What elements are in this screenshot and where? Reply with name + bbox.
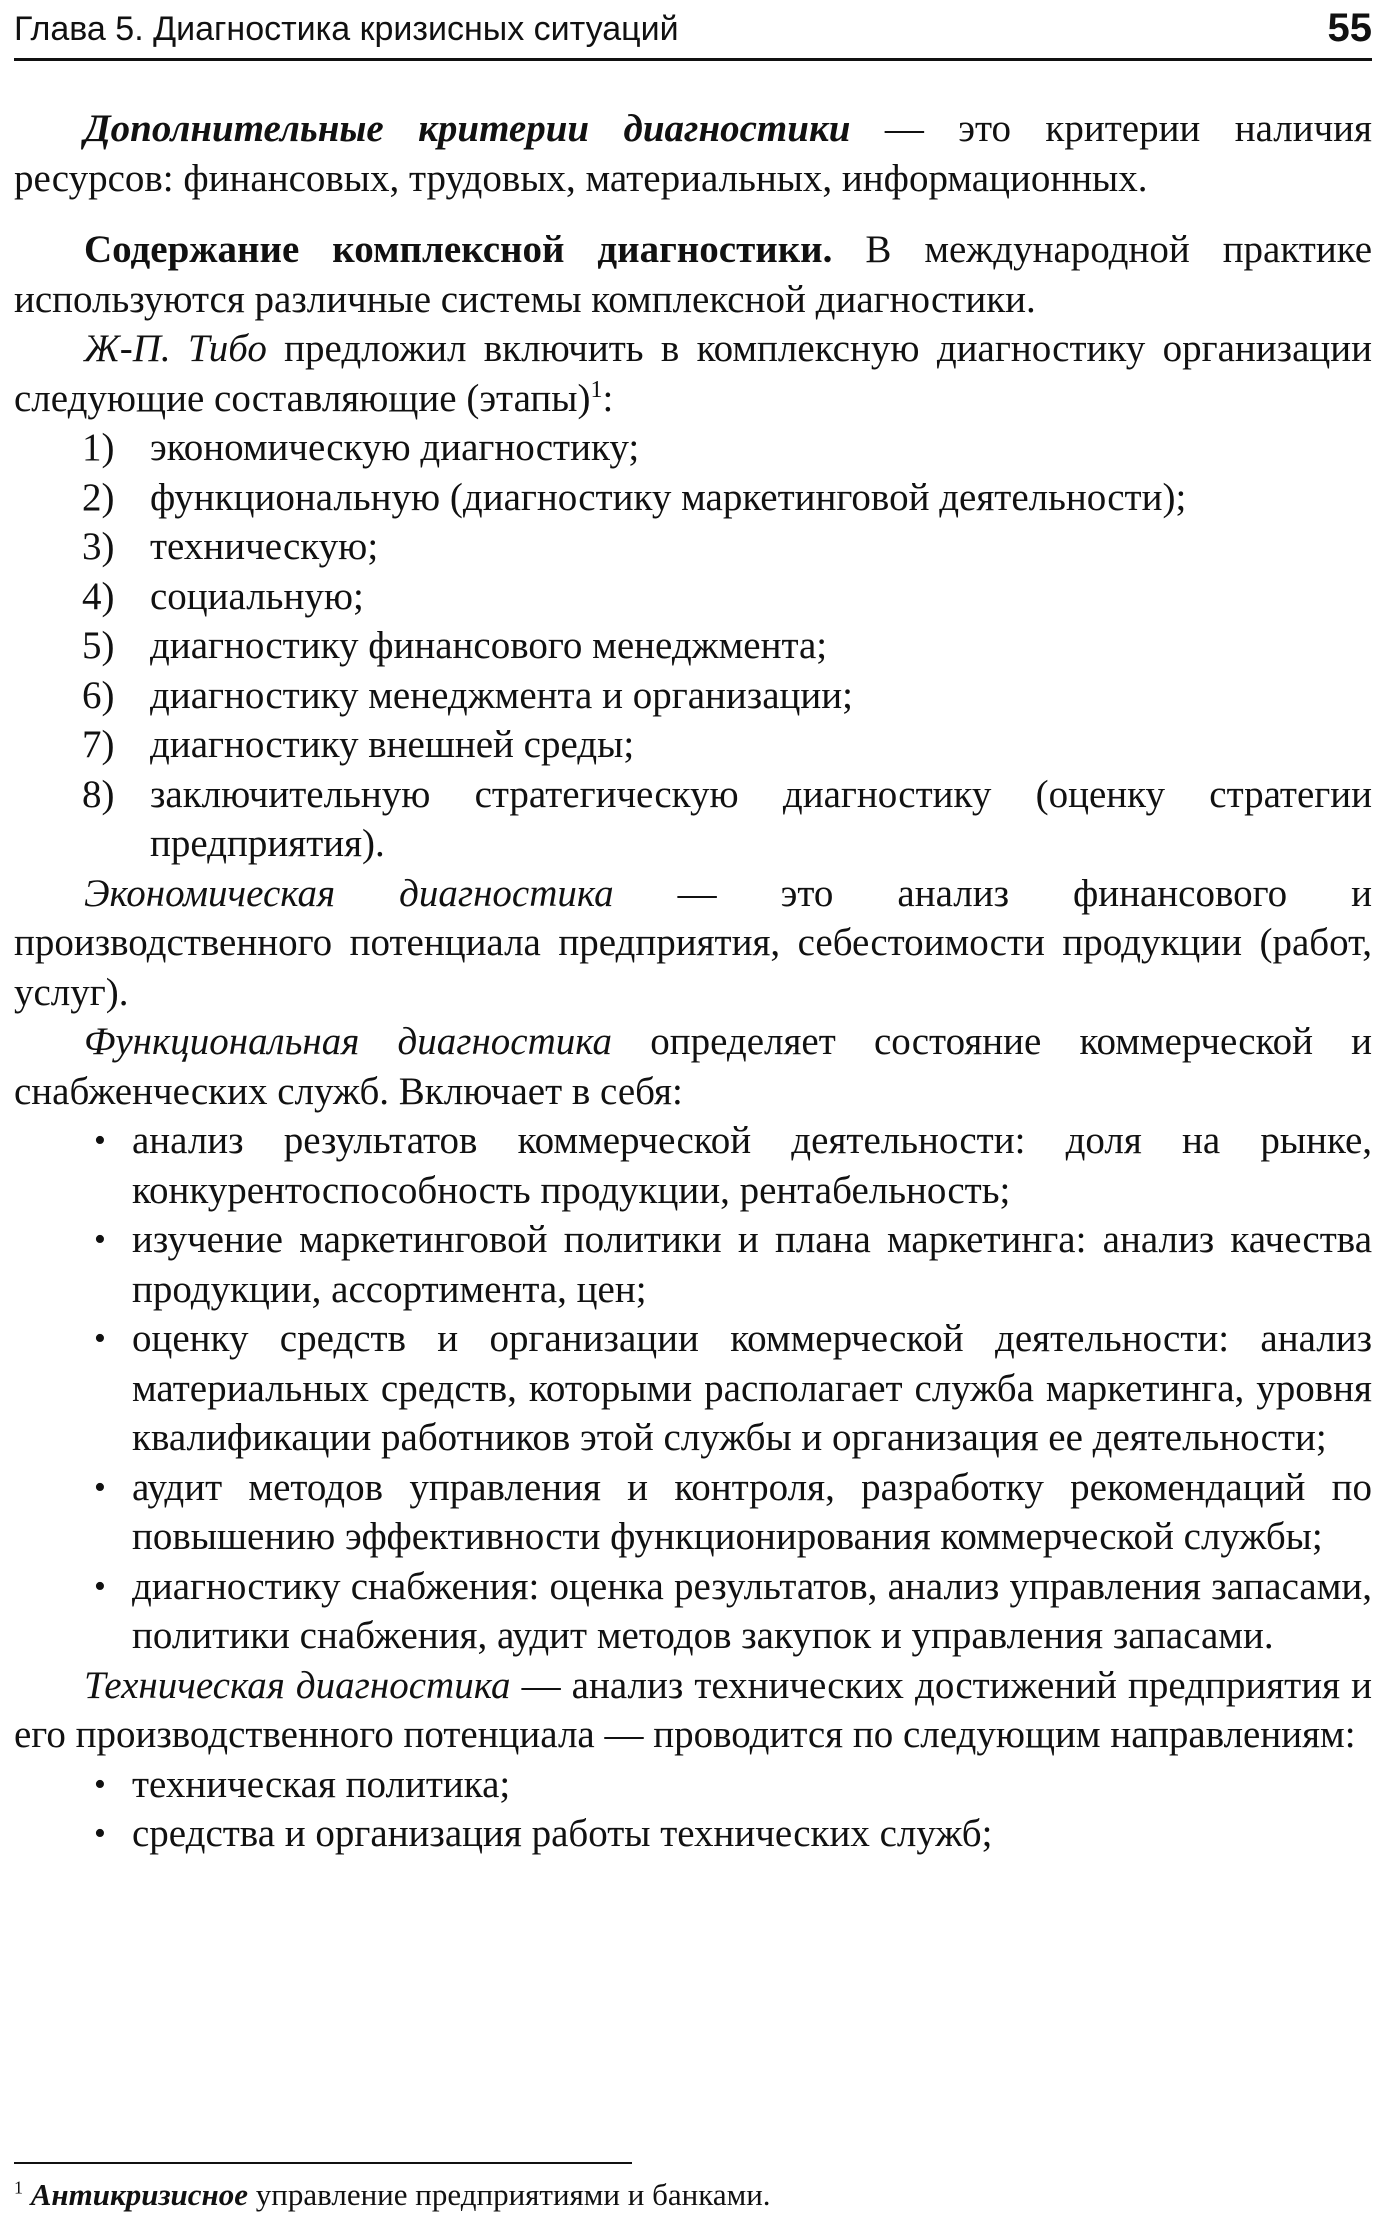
bullet-icon: •: [94, 1320, 106, 1357]
paragraph-text: — анализ технических достижений предприятия и его производственного потенциала — проводится по следующим направлениям:: [14, 1663, 1372, 1756]
list-item: [14, 1116, 1372, 1215]
chapter-title: Глава 5. Диагностика кризисных ситуаций: [14, 10, 679, 48]
paragraph-economic: [14, 869, 1372, 1018]
list-item: [14, 572, 1372, 622]
item-text: диагностику финансового менеджмента;: [150, 624, 828, 667]
item-number: 4): [82, 574, 115, 618]
item-text: аудит методов управления и контроля, разработку рекомендаций по повышению эффективности функционирования коммерческой службы;: [132, 1465, 1372, 1558]
item-text: средства и организация работы технических служб;: [132, 1812, 993, 1855]
bullet-icon: •: [94, 1468, 106, 1506]
list-item: [14, 473, 1372, 523]
book-page: [14, 0, 1374, 2228]
item-number: 1): [82, 426, 115, 469]
footnote: [14, 2175, 771, 2215]
item-number: 8): [82, 772, 115, 816]
list-item: [14, 522, 1372, 572]
author-name: Ж-П. Тибо: [84, 327, 267, 370]
paragraph-text: предложил включить в комплексную диагностику организации следующие составляющие (этапы): [14, 327, 1373, 420]
paragraph-text: — это критерии наличия ресурсов: финансовых, трудовых, материальных, информационных.: [14, 107, 1372, 200]
item-text: заключительную стратегическую диагностику (оценку стратегии предприятия).: [150, 772, 1372, 865]
paragraph-thibault: [14, 324, 1372, 423]
page-number: 55: [1327, 6, 1372, 50]
item-text: техническую;: [150, 525, 379, 568]
list-item: [14, 671, 1372, 721]
paragraph-text: определяет состояние коммерческой и снабженческих служб. Включает в себя:: [14, 1020, 1372, 1113]
term-complex-diagnostics: Содержание комплексной диагностики.: [84, 228, 833, 271]
list-item: [14, 1760, 1372, 1810]
list-item: [14, 423, 1372, 473]
paragraph-text: — это анализ финансового и производственного потенциала предприятия, себестоимости продукции (работ, услуг).: [14, 871, 1372, 1014]
item-text: экономическую диагностику;: [150, 426, 640, 469]
paragraph-text: В международной практике используются различные системы комплексной диагностики.: [14, 228, 1373, 321]
item-number: 7): [82, 723, 115, 766]
item-text: анализ результатов коммерческой деятельности: доля на рынке, конкурентоспособность продукции, рентабельность;: [132, 1119, 1372, 1212]
list-item: [14, 1314, 1372, 1463]
footnote-marker: 1: [14, 2177, 23, 2198]
footnote-source-title: Антикризисное: [30, 2177, 249, 2212]
list-item: [14, 621, 1372, 671]
item-text: оценку средств и организации коммерческой деятельности: анализ материальных средств, которыми располагает служба маркетинга, уровня квалификации работников этой службы и организация ее деятельности;: [132, 1317, 1372, 1459]
paragraph-technical: [14, 1661, 1372, 1760]
bullet-icon: •: [94, 1567, 106, 1605]
paragraph-text-tail: :: [602, 376, 614, 420]
item-text: функциональную (диагностику маркетинговой деятельности);: [150, 475, 1187, 519]
item-text: социальную;: [150, 574, 364, 618]
page-body: [14, 104, 1372, 1859]
list-item: [14, 1562, 1372, 1661]
paragraph-complex-diagnostics: [14, 225, 1372, 324]
bullet-icon: •: [94, 1122, 106, 1159]
item-text: техническая политика;: [132, 1762, 511, 1806]
item-number: 3): [82, 525, 115, 568]
footnote-divider: [14, 2162, 632, 2164]
paragraph-functional: [14, 1017, 1372, 1116]
term-economic: Экономическая диагностика: [84, 871, 614, 915]
term-additional-criteria: Дополнительные критерии диагностики: [84, 107, 851, 150]
list-item: [14, 720, 1372, 770]
bullet-icon: •: [94, 1221, 106, 1258]
item-number: 5): [82, 624, 115, 667]
list-item: [14, 770, 1372, 869]
list-item: [14, 1463, 1372, 1562]
list-item: [14, 1809, 1372, 1859]
item-text: диагностику менеджмента и организации;: [150, 673, 853, 717]
footnote-ref: 1: [590, 376, 603, 403]
running-header: [14, 4, 1372, 61]
term-functional: Функциональная диагностика: [84, 1020, 613, 1063]
item-number: 6): [82, 673, 115, 717]
functional-list: [14, 1116, 1372, 1661]
stages-list: [14, 423, 1372, 869]
item-number: 2): [82, 475, 115, 519]
paragraph-additional-criteria: [14, 104, 1372, 203]
bullet-icon: •: [94, 1815, 106, 1852]
footnote-text: управление предприятиями и банками.: [248, 2177, 771, 2212]
item-text: диагностику внешней среды;: [150, 723, 635, 766]
list-item: [14, 1215, 1372, 1314]
bullet-icon: •: [94, 1765, 106, 1803]
technical-list: [14, 1760, 1372, 1859]
item-text: диагностику снабжения: оценка результатов, анализ управления запасами, политики снабжения, аудит методов закупок и управления запасами.: [132, 1564, 1372, 1657]
term-technical: Техническая диагностика: [84, 1663, 511, 1707]
item-text: изучение маркетинговой политики и плана маркетинга: анализ качества продукции, ассортимента, цен;: [132, 1218, 1372, 1311]
